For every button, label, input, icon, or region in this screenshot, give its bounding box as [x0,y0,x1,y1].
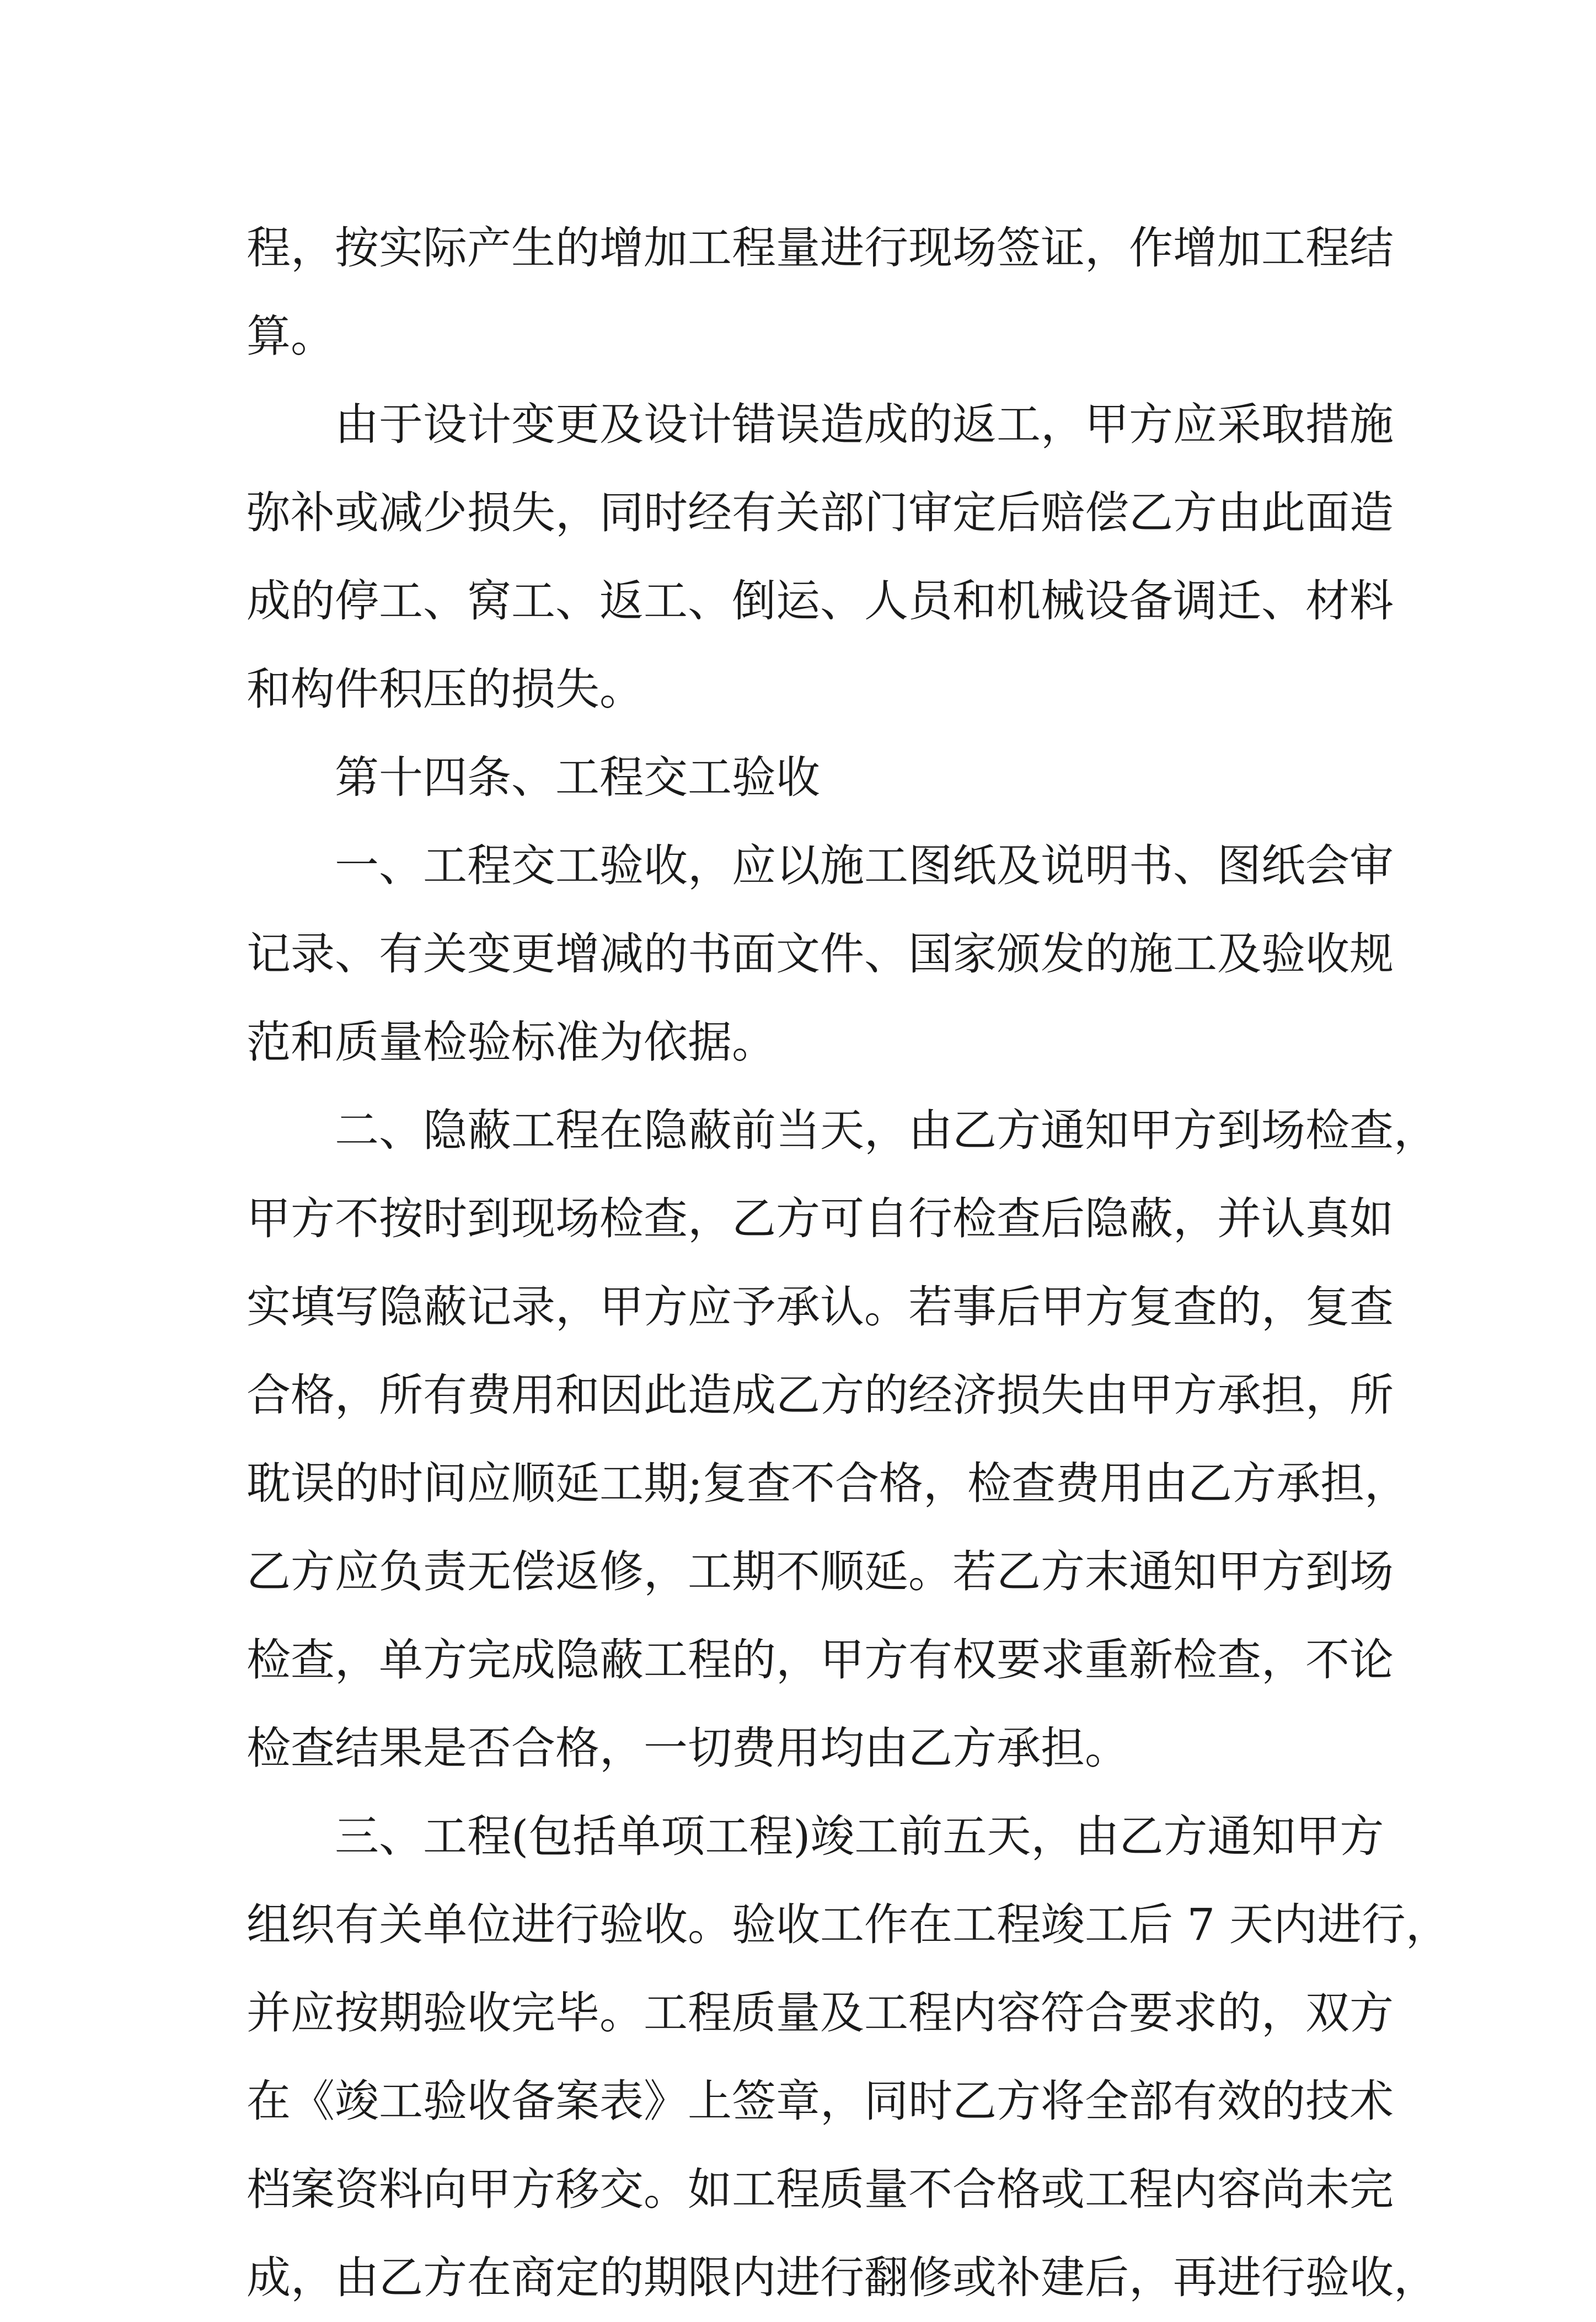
text-line: 检查结果是否合格，一切费用均由乙方承担。 [247,1722,1129,1774]
text-line: 乙方应负责无偿返修，工期不顺延。若乙方末通知甲方到场 [247,1546,1394,1597]
text-line: 并应按期验收完毕。工程质量及工程内容符合要求的，双方 [247,1987,1394,2039]
text-line: 范和质量检验标准为依据。 [247,1016,776,1068]
text-line: 二、隐蔽工程在隐蔽前当天，由乙方通知甲方到场检查， [335,1105,1438,1156]
text-line: 组织有关单位进行验收。验收工作在工程竣工后 7 天内进行， [247,1899,1450,1950]
text-line: 档案资料向甲方移交。如工程质量不合格或工程内容尚未完 [247,2164,1394,2215]
text-line: 耽误的时间应顺延工期;复查不合格，检查费用由乙方承担， [247,1458,1408,1509]
text-line: 由于设计变更及设计错误造成的返工，甲方应采取措施 [335,399,1394,450]
text-line: 三、工程(包括单项工程)竣工前五天，由乙方通知甲方 [335,1811,1384,1862]
text-line: 检查，单方完成隐蔽工程的，甲方有权要求重新检查，不论 [247,1634,1394,1686]
contract-body-text [247,204,1450,2322]
text-line: 成的停工、窝工、返工、倒运、人员和机械设备调迁、材料 [247,575,1394,627]
text-line: 一、工程交工验收，应以施工图纸及说明书、图纸会审 [335,840,1394,891]
text-line: 程，按实际产生的增加工程量进行现场签证，作增加工程结 [247,222,1394,274]
text-line: 甲方不按时到现场检查，乙方可自行检查后隐蔽，并认真如 [247,1193,1394,1244]
text-line: 算。 [247,311,335,362]
text-line: 和构件积压的损失。 [247,664,644,715]
text-line: 合格，所有费用和因此造成乙方的经济损失由甲方承担，所 [247,1369,1394,1421]
text-line: 记录、有关变更增减的书面文件、国家颁发的施工及验收规 [247,928,1394,980]
text-line: 成，由乙方在商定的期限内进行翻修或补建后，再进行验收， [247,2252,1438,2303]
text-line: 在《竣工验收备案表》上签章，同时乙方将全部有效的技术 [247,2075,1394,2127]
text-line: 弥补或减少损失，同时经有关部门审定后赔偿乙方由此面造 [247,487,1394,538]
text-line: 实填写隐蔽记录，甲方应予承认。若事后甲方复查的，复查 [247,1281,1394,1333]
text-line: 第十四条、工程交工验收 [335,752,820,803]
